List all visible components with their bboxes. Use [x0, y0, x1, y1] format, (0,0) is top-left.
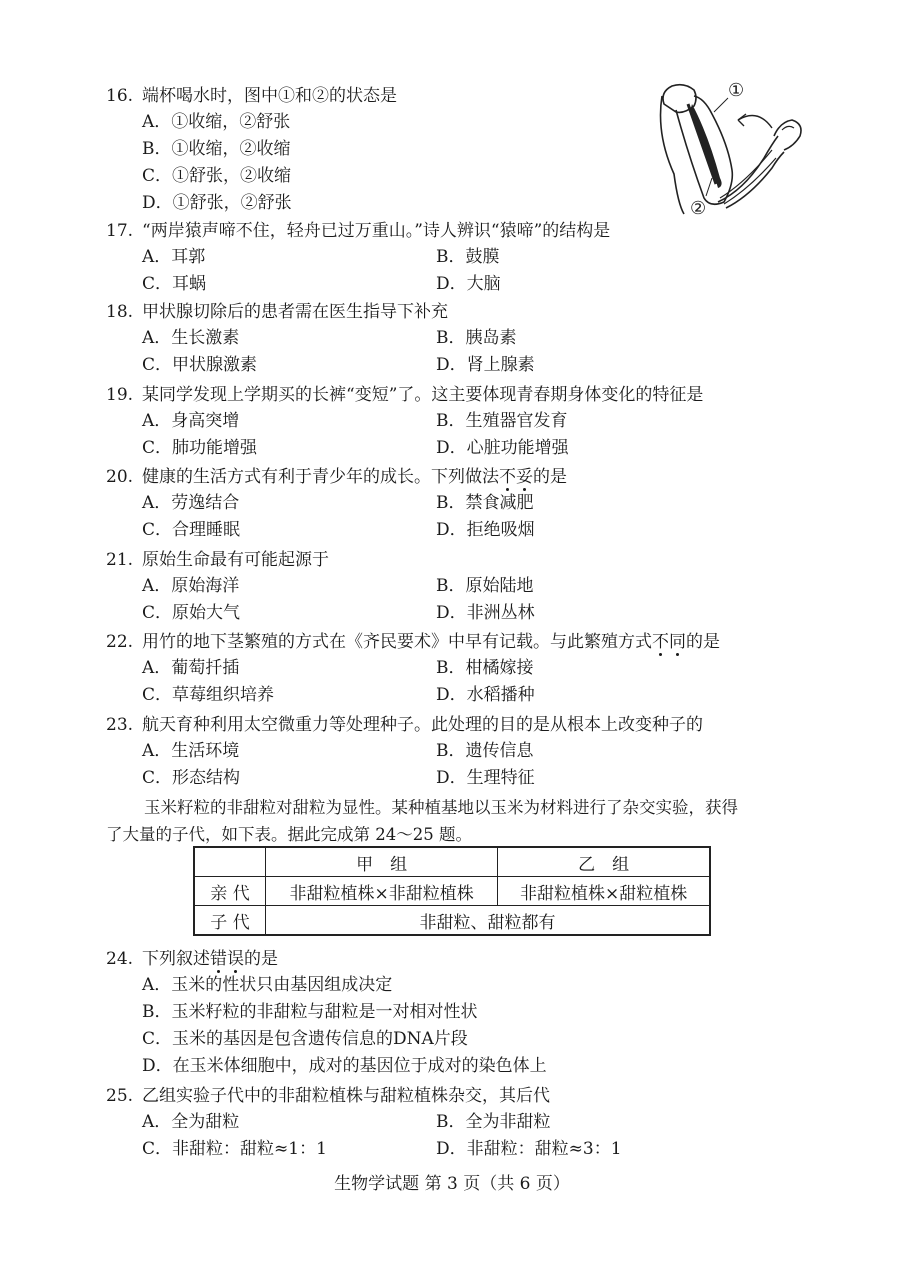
option-d: D．生理特征: [436, 768, 535, 788]
emphasis-char: 同: [669, 632, 686, 652]
label-1: ①: [728, 80, 745, 101]
option-b: B．全为非甜粒: [436, 1112, 551, 1132]
reading-passage: [106, 794, 806, 848]
option-b: B．胰岛素: [436, 328, 517, 348]
option-c: C．原始大气: [142, 603, 241, 623]
table-cell: 亲 代: [194, 877, 266, 906]
table-cell: 子 代: [194, 906, 266, 936]
question-22: [106, 629, 796, 709]
question-stem: 21. 原始生命最有可能起源于: [106, 550, 329, 570]
arm-muscle-figure: [654, 74, 806, 220]
label-2: ②: [690, 198, 707, 219]
question-20: [106, 464, 796, 544]
option-c: C．形态结构: [142, 768, 241, 788]
table-header-row: [194, 847, 710, 877]
option-c: C．耳蜗: [142, 274, 207, 294]
option-d: D．水稻播种: [436, 685, 535, 705]
passage-line-1: 玉米籽粒的非甜粒对甜粒为显性。某种植基地以玉米为材料进行了杂交实验，获得: [144, 798, 738, 817]
question-19: [106, 382, 796, 462]
emphasis-char: 妥: [516, 467, 533, 487]
option-b: B．原始陆地: [436, 576, 534, 596]
table-cell: 甲 组: [266, 847, 498, 877]
emphasis-char: 不: [652, 632, 669, 652]
table-row: [194, 906, 710, 936]
option-d: D．大脑: [436, 274, 501, 294]
emphasis-char: 不: [499, 467, 516, 487]
option-d: D．①舒张，②舒张: [142, 193, 292, 213]
table-cell: 非甜粒植株×甜粒植株: [498, 877, 710, 906]
option-a: A．生活环境: [142, 741, 240, 761]
option-a: A．玉米的性状只由基因组成决定: [142, 975, 393, 995]
table-row: [194, 877, 710, 906]
option-d: D．非甜粒：甜粒≈3：1: [436, 1139, 622, 1159]
question-23: [106, 712, 796, 792]
option-c: C．玉米的基因是包含遗传信息的DNA片段: [142, 1029, 468, 1049]
option-c: C．①舒张，②收缩: [142, 166, 292, 186]
option-b: B．遗传信息: [436, 741, 534, 761]
option-a: A．身高突增: [142, 411, 240, 431]
question-17: [106, 218, 796, 298]
option-d: D．肾上腺素: [436, 355, 535, 375]
emphasis-char: 误: [227, 949, 244, 969]
option-c: C．合理睡眠: [142, 520, 241, 540]
option-a: A．生长激素: [142, 328, 240, 348]
passage-line-2: 了大量的子代，如下表。据此完成第 24～25 题。: [106, 825, 472, 844]
option-d: D．心脏功能增强: [436, 438, 569, 458]
option-d: D．非洲丛林: [436, 603, 535, 623]
option-a: A．全为甜粒: [142, 1112, 240, 1132]
question-stem: 25. 乙组实验子代中的非甜粒植株与甜粒植株杂交，其后代: [106, 1086, 550, 1106]
option-b: B．①收缩，②收缩: [142, 139, 291, 159]
option-a: A．劳逸结合: [142, 493, 240, 513]
option-c: C．肺功能增强: [142, 438, 258, 458]
question-stem: 24. 下列叙述错误的是: [106, 949, 278, 969]
question-stem: 23. 航天育种利用太空微重力等处理种子。此处理的目的是从根本上改变种子的: [106, 715, 703, 735]
question-stem: 17. “两岸猿声啼不住，轻舟已过万重山。”诗人辨识“猿啼”的结构是: [106, 221, 611, 241]
question-stem: 22. 用竹的地下茎繁殖的方式在《齐民要术》中早有记载。与此繁殖方式不同的是: [106, 632, 720, 652]
table-cell: 非甜粒植株×非甜粒植株: [266, 877, 498, 906]
question-18: [106, 299, 796, 379]
option-b: B．玉米籽粒的非甜粒与甜粒是一对相对性状: [142, 1002, 478, 1022]
question-21: [106, 547, 796, 627]
option-b: B．生殖器官发育: [436, 411, 568, 431]
cross-experiment-table: [193, 846, 711, 936]
option-d: D．拒绝吸烟: [436, 520, 535, 540]
question-stem: 16. 端杯喝水时，图中①和②的状态是: [106, 86, 397, 106]
option-c: C．甲状腺激素: [142, 355, 258, 375]
option-b: B．柑橘嫁接: [436, 658, 534, 678]
table-cell: [194, 847, 266, 877]
question-24: [106, 946, 796, 1080]
question-stem: 18. 甲状腺切除后的患者需在医生指导下补充: [106, 302, 448, 322]
option-d: D．在玉米体细胞中，成对的基因位于成对的染色体上: [142, 1056, 547, 1076]
table-cell: 乙 组: [498, 847, 710, 877]
option-a: A．原始海洋: [142, 576, 240, 596]
question-stem: 20. 健康的生活方式有利于青少年的成长。下列做法不妥的是: [106, 467, 567, 487]
option-c: C．非甜粒：甜粒≈1：1: [142, 1139, 327, 1159]
option-a: A．①收缩，②舒张: [142, 112, 291, 132]
question-25: [106, 1083, 796, 1163]
option-c: C．草莓组织培养: [142, 685, 275, 705]
option-b: B．鼓膜: [436, 247, 500, 267]
table-cell: 非甜粒、甜粒都有: [266, 906, 711, 936]
page-footer: 生物学试题 第 3 页（共 6 页）: [334, 1174, 570, 1194]
option-b: B．禁食减肥: [436, 493, 534, 513]
question-stem: 19. 某同学发现上学期买的长裤“变短”了。这主要体现青春期身体变化的特征是: [106, 385, 704, 405]
option-a: A．耳郭: [142, 247, 206, 267]
option-a: A．葡萄扦插: [142, 658, 240, 678]
emphasis-char: 错: [210, 949, 227, 969]
